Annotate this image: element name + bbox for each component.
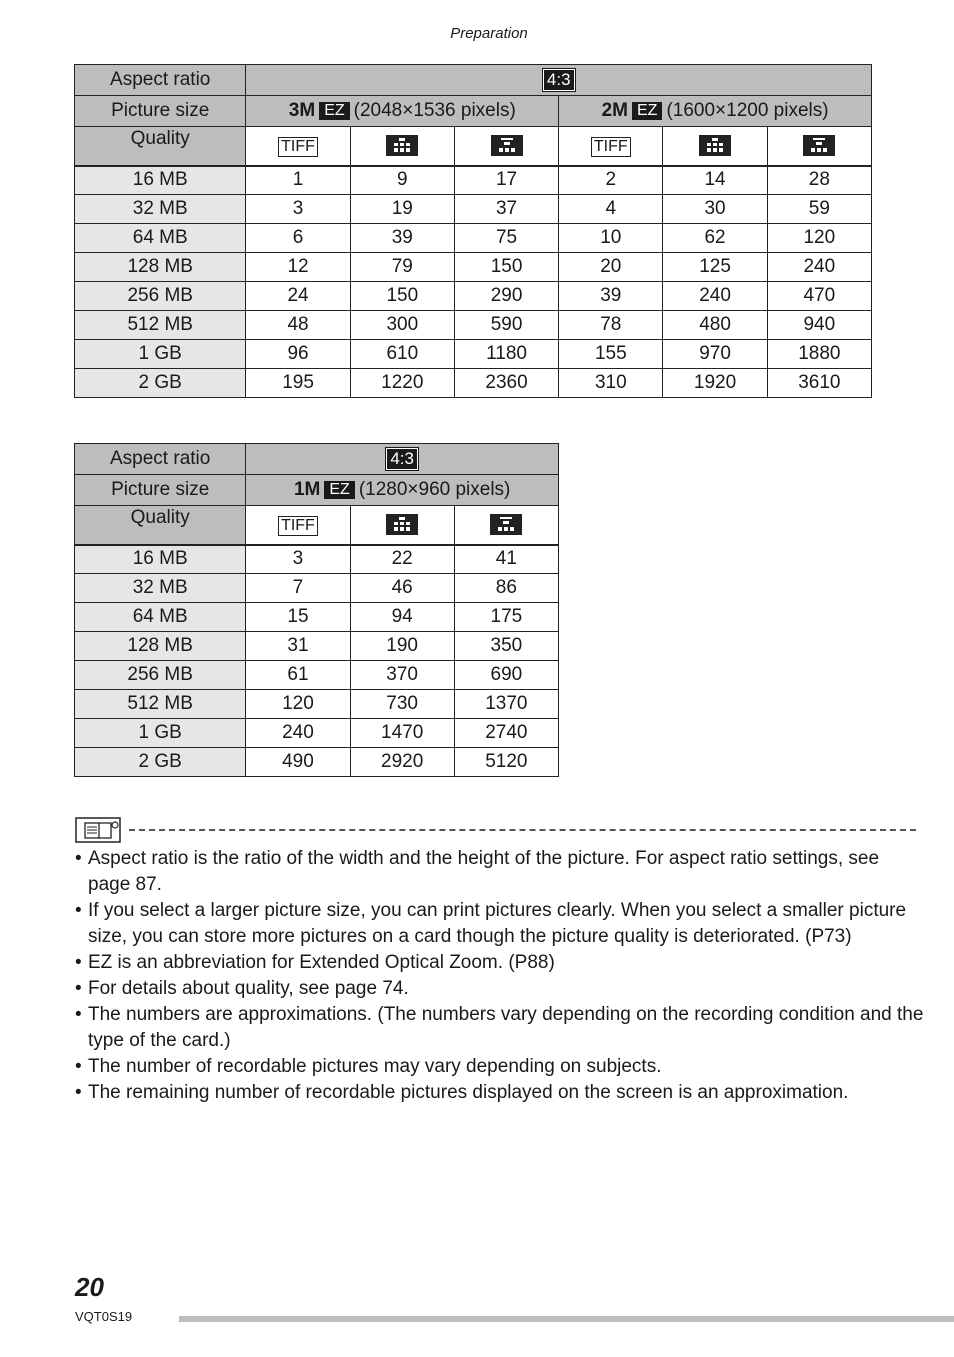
table-row — [75, 224, 872, 253]
picture-count: 240 — [246, 719, 350, 748]
picture-count: 610 — [350, 340, 454, 369]
picture-count: 3610 — [767, 369, 871, 398]
table-row — [75, 340, 872, 369]
quality-cell — [350, 506, 454, 545]
card-capacity: 512 MB — [75, 690, 246, 719]
picture-count: 125 — [663, 253, 767, 282]
aspect-ratio-value — [246, 444, 559, 475]
quality-cell — [663, 127, 767, 166]
quality-cell — [350, 127, 454, 166]
picture-size-megapixels: 3M — [288, 100, 316, 121]
quality-cell — [246, 127, 350, 166]
ez-icon: EZ — [632, 102, 662, 120]
table-row — [75, 195, 872, 224]
dashed-divider — [129, 829, 916, 831]
aspect-ratio-label: Aspect ratio — [75, 444, 246, 475]
picture-size-row — [75, 475, 559, 506]
aspect-ratio-row — [75, 444, 559, 475]
picture-count: 1470 — [350, 719, 454, 748]
card-capacity: 2 GB — [75, 748, 246, 777]
picture-count: 59 — [767, 195, 871, 224]
note-item: • For details about quality, see page 74. — [75, 976, 925, 1002]
picture-count: 4 — [559, 195, 663, 224]
picture-count: 19 — [350, 195, 454, 224]
picture-count: 86 — [454, 574, 558, 603]
quality-cell — [767, 127, 871, 166]
picture-count: 3 — [246, 195, 350, 224]
aspect-ratio-label: Aspect ratio — [75, 65, 246, 96]
card-capacity: 16 MB — [75, 166, 246, 195]
picture-size-megapixels: 2M — [601, 100, 628, 121]
picture-count: 2740 — [454, 719, 558, 748]
ez-icon: EZ — [319, 102, 349, 120]
picture-count: 39 — [559, 282, 663, 311]
picture-count: 370 — [350, 661, 454, 690]
picture-count: 290 — [454, 282, 558, 311]
picture-count: 195 — [246, 369, 350, 398]
aspect-ratio-value — [246, 65, 872, 96]
picture-count: 150 — [350, 282, 454, 311]
picture-count: 37 — [454, 195, 558, 224]
tiff-quality-icon: TIFF — [278, 137, 318, 157]
quality-label: Quality — [75, 506, 246, 545]
picture-count: 7 — [246, 574, 350, 603]
aspect-ratio-row — [75, 65, 872, 96]
card-capacity: 512 MB — [75, 311, 246, 340]
quality-cell — [454, 127, 558, 166]
picture-count: 94 — [350, 603, 454, 632]
card-capacity: 256 MB — [75, 661, 246, 690]
picture-count: 20 — [559, 253, 663, 282]
card-capacity: 256 MB — [75, 282, 246, 311]
picture-count: 690 — [454, 661, 558, 690]
picture-count: 1920 — [663, 369, 767, 398]
picture-count: 240 — [663, 282, 767, 311]
table-row — [75, 661, 559, 690]
quality-cell — [559, 127, 663, 166]
picture-count: 61 — [246, 661, 350, 690]
picture-count: 970 — [663, 340, 767, 369]
picture-size-label: Picture size — [75, 96, 246, 127]
capacity-table-3m-2m — [74, 64, 872, 398]
picture-count: 2 — [559, 166, 663, 195]
picture-count: 940 — [767, 311, 871, 340]
card-capacity: 1 GB — [75, 719, 246, 748]
picture-count: 120 — [246, 690, 350, 719]
notes-header — [75, 817, 916, 845]
table-row — [75, 603, 559, 632]
picture-count: 120 — [767, 224, 871, 253]
picture-count: 39 — [350, 224, 454, 253]
picture-count: 46 — [350, 574, 454, 603]
card-capacity: 16 MB — [75, 545, 246, 574]
picture-count: 240 — [767, 253, 871, 282]
card-capacity: 64 MB — [75, 603, 246, 632]
card-capacity: 32 MB — [75, 574, 246, 603]
picture-count: 22 — [350, 545, 454, 574]
picture-count: 41 — [454, 545, 558, 574]
table-row — [75, 574, 559, 603]
table-row — [75, 311, 872, 340]
card-capacity: 128 MB — [75, 632, 246, 661]
note-item: • The remaining number of recordable pictures displayed on the screen is an approximation. — [75, 1080, 925, 1106]
note-item: • The numbers are approximations. (The numbers vary depending on the recording condition and the type of the card.) — [75, 1002, 925, 1054]
card-capacity: 1 GB — [75, 340, 246, 369]
capacity-table-1m — [74, 443, 559, 777]
picture-count: 310 — [559, 369, 663, 398]
table-row — [75, 369, 872, 398]
picture-count: 31 — [246, 632, 350, 661]
picture-size-label: Picture size — [75, 475, 246, 506]
picture-count: 1180 — [454, 340, 558, 369]
picture-count: 480 — [663, 311, 767, 340]
picture-count: 48 — [246, 311, 350, 340]
picture-count: 1880 — [767, 340, 871, 369]
picture-count: 79 — [350, 253, 454, 282]
picture-count: 10 — [559, 224, 663, 253]
table-row — [75, 719, 559, 748]
aspect-ratio-badge: 4:3 — [543, 69, 575, 91]
picture-size-pixels: (2048×1536 pixels) — [353, 100, 516, 121]
fine-quality-icon — [699, 135, 731, 156]
picture-count: 6 — [246, 224, 350, 253]
fine-quality-icon — [386, 135, 418, 156]
card-capacity: 32 MB — [75, 195, 246, 224]
picture-count: 350 — [454, 632, 558, 661]
page-number: 20 — [75, 1272, 104, 1302]
note-item: • Aspect ratio is the ratio of the width and the height of the picture. For aspect ratio settings, see page 87. — [75, 846, 925, 898]
quality-cell — [454, 506, 558, 545]
quality-row — [75, 127, 872, 166]
picture-count: 730 — [350, 690, 454, 719]
picture-count: 62 — [663, 224, 767, 253]
table-row — [75, 690, 559, 719]
picture-count: 300 — [350, 311, 454, 340]
picture-size-megapixels: 1M — [293, 479, 321, 500]
picture-count: 155 — [559, 340, 663, 369]
picture-count: 3 — [246, 545, 350, 574]
picture-count: 150 — [454, 253, 558, 282]
picture-count: 12 — [246, 253, 350, 282]
memo-pad-icon — [75, 817, 121, 843]
document-code: VQT0S19 — [75, 1309, 133, 1324]
standard-quality-icon — [803, 135, 835, 156]
picture-size-row — [75, 96, 872, 127]
picture-count: 96 — [246, 340, 350, 369]
picture-count: 470 — [767, 282, 871, 311]
picture-size-pixels: (1600×1200 pixels) — [666, 100, 829, 121]
section-title: Preparation — [450, 25, 528, 42]
tiff-quality-icon: TIFF — [591, 137, 631, 157]
picture-count: 15 — [246, 603, 350, 632]
card-capacity: 2 GB — [75, 369, 246, 398]
note-item: • If you select a larger picture size, you can print pictures clearly. When you select a smaller picture size, you can store more pictures on a card though the picture quality is deteriorated. (P73) — [75, 898, 925, 950]
picture-count: 590 — [454, 311, 558, 340]
picture-count: 14 — [663, 166, 767, 195]
picture-count: 28 — [767, 166, 871, 195]
picture-size-cell — [246, 475, 559, 506]
picture-count: 2360 — [454, 369, 558, 398]
quality-cell — [246, 506, 350, 545]
table-row — [75, 166, 872, 195]
picture-count: 75 — [454, 224, 558, 253]
picture-count: 30 — [663, 195, 767, 224]
table-row — [75, 748, 559, 777]
note-item: • The number of recordable pictures may vary depending on subjects. — [75, 1054, 925, 1080]
note-item: • EZ is an abbreviation for Extended Optical Zoom. (P88) — [75, 950, 925, 976]
picture-count: 190 — [350, 632, 454, 661]
footer-bar — [179, 1316, 954, 1322]
card-capacity: 128 MB — [75, 253, 246, 282]
notes-list — [75, 846, 925, 1106]
picture-count: 24 — [246, 282, 350, 311]
quality-row — [75, 506, 559, 545]
card-capacity: 64 MB — [75, 224, 246, 253]
table-row — [75, 545, 559, 574]
picture-size-pixels: (1280×960 pixels) — [358, 479, 511, 500]
tiff-quality-icon: TIFF — [278, 516, 318, 536]
aspect-ratio-badge: 4:3 — [386, 448, 418, 470]
picture-size-cell — [559, 96, 872, 127]
picture-count: 9 — [350, 166, 454, 195]
picture-count: 1 — [246, 166, 350, 195]
table-row — [75, 632, 559, 661]
picture-size-cell — [246, 96, 559, 127]
fine-quality-icon — [386, 514, 418, 535]
table-row — [75, 282, 872, 311]
picture-count: 5120 — [454, 748, 558, 777]
picture-count: 17 — [454, 166, 558, 195]
picture-count: 78 — [559, 311, 663, 340]
quality-label: Quality — [75, 127, 246, 166]
picture-count: 1370 — [454, 690, 558, 719]
picture-count: 2920 — [350, 748, 454, 777]
picture-count: 490 — [246, 748, 350, 777]
standard-quality-icon — [491, 135, 523, 156]
picture-count: 175 — [454, 603, 558, 632]
standard-quality-icon — [490, 514, 522, 535]
ez-icon: EZ — [324, 481, 354, 499]
table-row — [75, 253, 872, 282]
picture-count: 1220 — [350, 369, 454, 398]
